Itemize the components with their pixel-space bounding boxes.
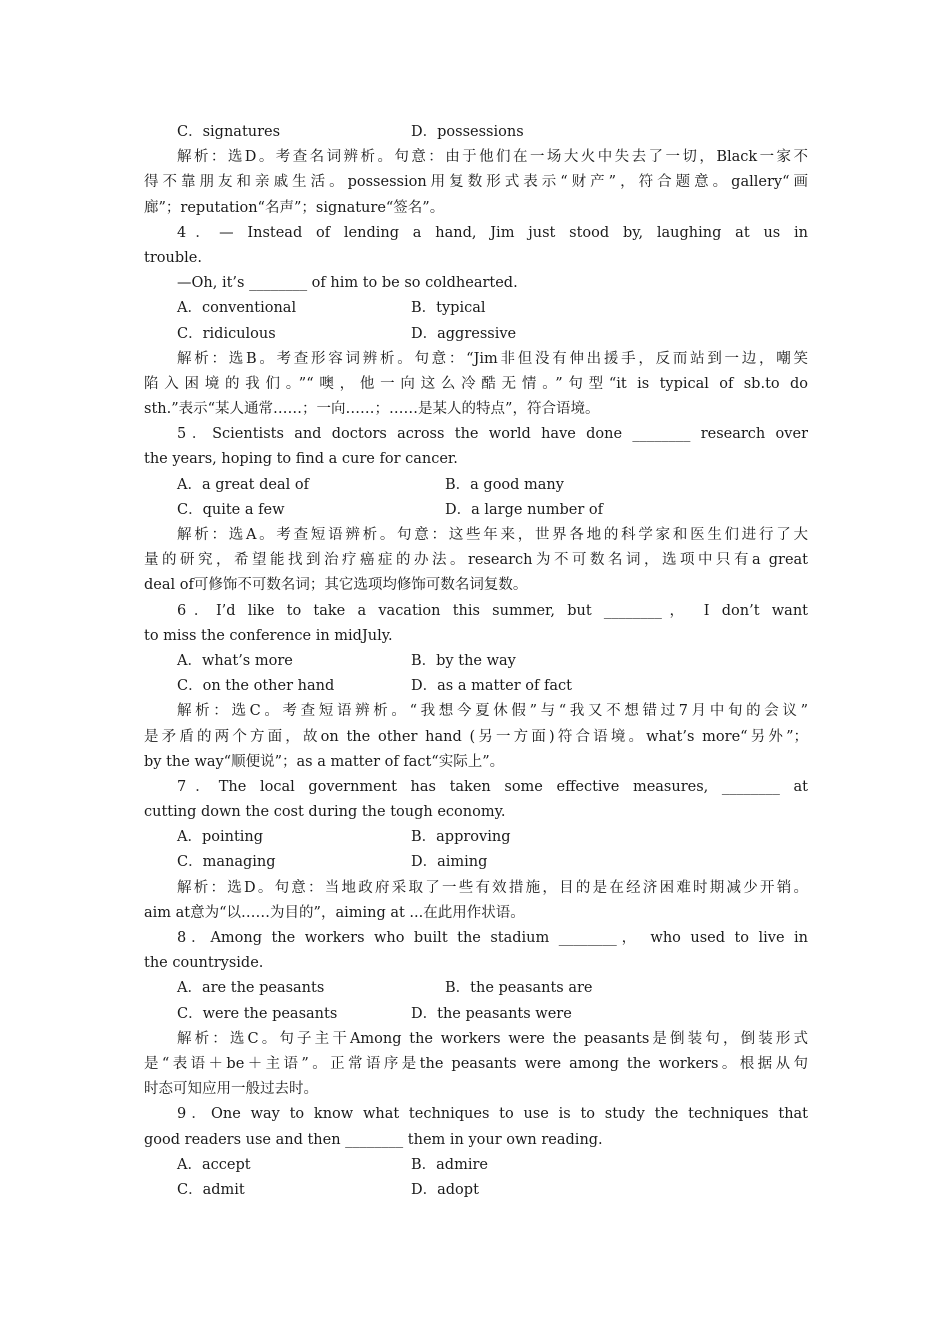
explanation-line: by the way“顺便说”；as a matter of fact“实际上”。 bbox=[144, 753, 505, 770]
question-6-stem: to miss the conference in midJuly. bbox=[144, 627, 393, 644]
options-row bbox=[144, 850, 808, 875]
explanation-line: 陷入困境的我们。”“噢，他一向这么冷酷无情。”句型“it is typical of sb.to do bbox=[144, 375, 808, 392]
option-d: D．a large number of bbox=[445, 501, 603, 518]
options-row bbox=[144, 296, 808, 321]
explanation-line: 是“表语＋be＋主语”。正常语序是the peasants were among the workers。根据从句 bbox=[144, 1055, 808, 1072]
explanation-line: 解析：选B。考查形容词辨析。句意：“Jim非但没有伸出援手，反而站到一边，嘲笑 bbox=[177, 350, 808, 367]
explanation-line: 廊”；reputation“名声”；signature“签名”。 bbox=[144, 199, 445, 216]
option-b: B．the peasants are bbox=[445, 980, 593, 997]
option-b: B．approving bbox=[411, 829, 511, 846]
options-row bbox=[144, 120, 808, 145]
question-7-stem: 7．The local government has taken some effective measures, ________ at bbox=[177, 778, 808, 795]
question-8-stem: the countryside. bbox=[144, 955, 264, 972]
option-c: C．ridiculous bbox=[177, 325, 276, 342]
question-9-stem: good readers use and then ________ them in your own reading. bbox=[144, 1131, 603, 1148]
question-7-stem: cutting down the cost during the tough economy. bbox=[144, 804, 506, 821]
option-c: C．managing bbox=[177, 854, 276, 871]
option-d: D．adopt bbox=[411, 1181, 479, 1198]
option-a: A．are the peasants bbox=[177, 980, 325, 997]
question-4-stem: trouble. bbox=[144, 249, 202, 266]
question-5-stem: 5．Scientists and doctors across the world have done ________ research over bbox=[177, 426, 808, 443]
question-5-stem: the years, hoping to find a cure for cancer. bbox=[144, 451, 458, 468]
options-row bbox=[144, 1178, 808, 1203]
option-a: A．what’s more bbox=[177, 652, 293, 669]
options-row bbox=[144, 322, 808, 347]
option-d: D．aggressive bbox=[411, 325, 517, 342]
explanation-line: 解析：选D。句意：当地政府采取了一些有效措施，目的是在经济困难时期减少开销。 bbox=[177, 879, 808, 896]
option-c: C．were the peasants bbox=[177, 1005, 338, 1022]
question-4-stem: 4．— Instead of lending a hand, Jim just stood by, laughing at us in bbox=[177, 224, 808, 241]
option-d: D．possessions bbox=[411, 124, 524, 140]
options-row bbox=[144, 825, 808, 850]
option-c: C．admit bbox=[177, 1181, 245, 1198]
document-page bbox=[144, 120, 808, 1203]
option-a: A．pointing bbox=[177, 829, 264, 846]
explanation-line: 是矛盾的两个方面，故on the other hand (另一方面)符合语境。what’s more“另外”； bbox=[144, 728, 808, 745]
option-b: B．admire bbox=[411, 1156, 488, 1173]
explanation-line: 量的研究，希望能找到治疗癌症的办法。research为不可数名词，选项中只有a great bbox=[144, 552, 808, 569]
explanation-line: 解析：选D。考查名词辨析。句意：由于他们在一场大火中失去了一切，Black一家不 bbox=[177, 149, 808, 166]
option-c: C．on the other hand bbox=[177, 678, 335, 695]
option-d: D．as a matter of fact bbox=[411, 678, 572, 695]
option-a: A．a great deal of bbox=[177, 476, 309, 493]
options-row bbox=[144, 1153, 808, 1178]
explanation-line: 得不靠朋友和亲戚生活。possession用复数形式表示“财产”，符合题意。gallery“画 bbox=[144, 174, 808, 191]
option-d: D．aiming bbox=[411, 854, 488, 871]
option-a: A．conventional bbox=[177, 300, 297, 317]
option-b: B．a good many bbox=[445, 476, 564, 493]
explanation-line: 时态可知应用一般过去时。 bbox=[144, 1081, 318, 1098]
explanation-line: aim at意为“以……为目的”，aiming at ...在此用作状语。 bbox=[144, 904, 525, 921]
options-row bbox=[144, 473, 808, 498]
explanation-line: sth.”表示“某人通常……；一向……；……是某人的特点”，符合语境。 bbox=[144, 401, 600, 418]
option-d: D．the peasants were bbox=[411, 1005, 572, 1022]
options-row bbox=[144, 649, 808, 674]
option-a: A．accept bbox=[177, 1156, 251, 1173]
explanation-line: 解析：选C。句子主干Among the workers were the peasants是倒装句，倒装形式 bbox=[177, 1030, 808, 1047]
option-b: B．typical bbox=[411, 300, 486, 317]
question-4-reply: —Oh, it’s ________ of him to be so coldhearted. bbox=[177, 275, 518, 292]
options-row bbox=[144, 1002, 808, 1027]
explanation-line: 解析：选A。考查短语辨析。句意：这些年来，世界各地的科学家和医生们进行了大 bbox=[177, 527, 808, 543]
explanation-line: 解析：选C。考查短语辨析。“我想今夏休假”与“我又不想错过7月中旬的会议” bbox=[177, 703, 808, 720]
question-6-stem: 6．I’d like to take a vacation this summer, but ________， I don’t want bbox=[177, 602, 808, 619]
options-row bbox=[144, 498, 808, 523]
options-row bbox=[144, 976, 808, 1001]
options-row bbox=[144, 674, 808, 699]
option-c: C．quite a few bbox=[177, 501, 285, 518]
question-8-stem: 8．Among the workers who built the stadium ________， who used to live in bbox=[177, 930, 808, 946]
option-c: C．signatures bbox=[177, 124, 281, 140]
option-b: B．by the way bbox=[411, 652, 516, 669]
question-9-stem: 9．One way to know what techniques to use is to study the techniques that bbox=[177, 1106, 808, 1123]
explanation-line: deal of可修饰不可数名词；其它选项均修饰可数名词复数。 bbox=[144, 577, 528, 594]
